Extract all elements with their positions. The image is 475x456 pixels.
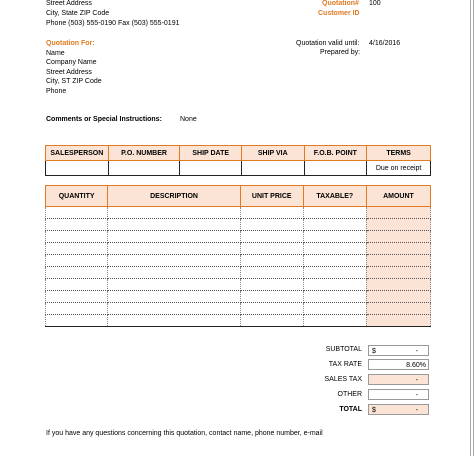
taxable-cell[interactable] <box>303 255 366 267</box>
tax-rate-label: TAX RATE <box>328 361 362 368</box>
quantity-cell[interactable] <box>46 267 108 279</box>
quotation-number-value: 100 <box>369 0 381 7</box>
quantity-cell[interactable] <box>46 279 108 291</box>
table-row <box>46 291 431 303</box>
subtotal-label: SUBTOTAL <box>325 346 362 353</box>
amount-cell[interactable] <box>366 219 430 231</box>
unit-price-cell[interactable] <box>240 315 303 327</box>
quantity-cell[interactable] <box>46 291 108 303</box>
quantity-cell[interactable] <box>46 207 108 219</box>
table-row <box>46 315 431 327</box>
ship-date-cell[interactable] <box>180 161 242 176</box>
description-cell[interactable] <box>108 219 241 231</box>
valid-until-value: 4/16/2016 <box>369 40 401 47</box>
description-cell[interactable] <box>108 207 241 219</box>
amount-cell[interactable] <box>366 267 430 279</box>
taxable-cell[interactable] <box>303 279 366 291</box>
salesperson-cell[interactable] <box>46 161 109 176</box>
ship-via-cell[interactable] <box>242 161 305 176</box>
po-number-header: P.O. NUMBER <box>108 146 180 161</box>
comments-value: None <box>180 116 197 123</box>
unit-price-cell[interactable] <box>240 219 303 231</box>
description-cell[interactable] <box>108 255 241 267</box>
unit-price-cell[interactable] <box>240 243 303 255</box>
taxable-cell[interactable] <box>303 207 366 219</box>
customer-city: City, ST ZIP Code <box>46 78 102 85</box>
subtotal-box[interactable] <box>368 345 429 356</box>
amount-header: AMOUNT <box>366 186 430 207</box>
amount-cell[interactable] <box>366 291 430 303</box>
sales-tax-label: SALES TAX <box>324 376 362 383</box>
unit-price-cell[interactable] <box>240 231 303 243</box>
quantity-cell[interactable] <box>46 315 108 327</box>
customer-phone: Phone <box>46 88 67 95</box>
customer-company: Company Name <box>46 59 97 66</box>
description-cell[interactable] <box>108 315 241 327</box>
unit-price-cell[interactable] <box>240 255 303 267</box>
taxable-cell[interactable] <box>303 231 366 243</box>
footer-note: If you have any questions concerning this quotation, contact name, phone number, e-mail <box>46 430 323 437</box>
comments-label: Comments or Special Instructions: <box>46 116 162 123</box>
table-row <box>46 219 431 231</box>
ship-via-header: SHIP VIA <box>242 146 305 161</box>
unit-price-cell[interactable] <box>240 267 303 279</box>
unit-price-cell[interactable] <box>240 279 303 291</box>
table-row <box>46 231 431 243</box>
table-row <box>46 243 431 255</box>
fob-point-cell[interactable] <box>304 161 367 176</box>
amount-cell[interactable] <box>366 279 430 291</box>
description-cell[interactable] <box>108 231 241 243</box>
ship-date-header: SHIP DATE <box>180 146 242 161</box>
taxable-cell[interactable] <box>303 315 366 327</box>
sales-tax-value: - <box>415 377 418 384</box>
quantity-header: QUANTITY <box>46 186 108 207</box>
quotation-number-label: Quotation# <box>322 0 359 7</box>
quantity-cell[interactable] <box>46 231 108 243</box>
customer-name: Name <box>46 50 65 57</box>
po-number-cell[interactable] <box>108 161 180 176</box>
prepared-by-label: Prepared by: <box>320 49 361 56</box>
order-info-table <box>45 145 431 176</box>
quantity-cell[interactable] <box>46 243 108 255</box>
amount-cell[interactable] <box>366 315 430 327</box>
table-row <box>46 207 431 219</box>
description-cell[interactable] <box>108 279 241 291</box>
description-cell[interactable] <box>108 291 241 303</box>
amount-cell[interactable] <box>366 255 430 267</box>
company-street: Street Address <box>46 0 92 7</box>
quotation-for-heading: Quotation For: <box>46 40 95 47</box>
amount-cell[interactable] <box>366 303 430 315</box>
unit-price-cell[interactable] <box>240 207 303 219</box>
taxable-cell[interactable] <box>303 291 366 303</box>
company-phone-fax: Phone (503) 555-0190 Fax (503) 555-0191 <box>46 20 180 27</box>
amount-cell[interactable] <box>366 207 430 219</box>
page-edge-line <box>473 0 474 456</box>
valid-until-label: Quotation valid until: <box>296 40 360 47</box>
other-label: OTHER <box>337 391 362 398</box>
description-cell[interactable] <box>108 243 241 255</box>
unit-price-header: UNIT PRICE <box>240 186 303 207</box>
description-header: DESCRIPTION <box>108 186 241 207</box>
taxable-header: TAXABLE? <box>303 186 366 207</box>
quantity-cell[interactable] <box>46 219 108 231</box>
sales-tax-box[interactable] <box>368 374 429 385</box>
taxable-cell[interactable] <box>303 303 366 315</box>
terms-cell[interactable]: Due on receipt <box>367 161 431 176</box>
terms-header: TERMS <box>367 146 431 161</box>
taxable-cell[interactable] <box>303 243 366 255</box>
taxable-cell[interactable] <box>303 219 366 231</box>
customer-id-label: Customer ID <box>318 10 360 17</box>
quantity-cell[interactable] <box>46 303 108 315</box>
tax-rate-value: 8.60% <box>406 362 426 369</box>
table-row <box>46 303 431 315</box>
taxable-cell[interactable] <box>303 267 366 279</box>
salesperson-header: SALESPERSON <box>46 146 109 161</box>
unit-price-cell[interactable] <box>240 303 303 315</box>
description-cell[interactable] <box>108 267 241 279</box>
quantity-cell[interactable] <box>46 255 108 267</box>
other-value: - <box>415 392 418 399</box>
unit-price-cell[interactable] <box>240 291 303 303</box>
fob-point-header: F.O.B. POINT <box>304 146 367 161</box>
description-cell[interactable] <box>108 303 241 315</box>
amount-cell[interactable] <box>366 243 430 255</box>
line-items-table <box>45 185 431 327</box>
total-label: TOTAL <box>339 406 362 413</box>
subtotal-currency: $ <box>372 348 376 355</box>
company-city: City, State ZIP Code <box>46 10 110 17</box>
table-row <box>46 255 431 267</box>
other-box[interactable] <box>368 389 429 400</box>
tax-rate-box[interactable] <box>368 359 429 370</box>
total-box[interactable] <box>368 404 429 415</box>
total-currency: $ <box>372 407 376 414</box>
subtotal-value: - <box>415 348 418 355</box>
table-row <box>46 279 431 291</box>
table-row <box>46 267 431 279</box>
page-edge-line <box>470 0 471 456</box>
amount-cell[interactable] <box>366 231 430 243</box>
total-value: - <box>415 407 418 414</box>
customer-street: Street Address <box>46 69 92 76</box>
